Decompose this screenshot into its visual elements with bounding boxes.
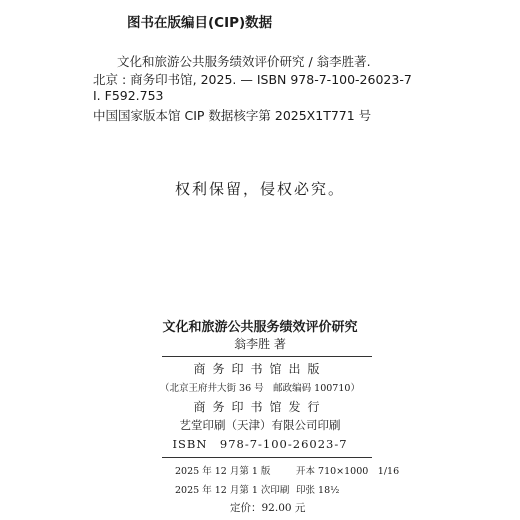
cip-publication-line: 北京 : 商务印书馆, 2025. — ISBN 978-7-100-26023-7	[93, 72, 412, 87]
cip-record-number-line: 中国国家版本馆 CIP 数据核字第 2025X1T771 号	[93, 108, 372, 123]
isbn-line: ISBN 978-7-100-26023-7	[172, 437, 348, 451]
publisher-line: 商务印书馆出版	[193, 362, 327, 376]
cip-title-line: 文化和旅游公共服务绩效评价研究 / 翁李胜著.	[117, 54, 371, 69]
printing-line: 2025 年 12 月第 1 次印刷	[175, 485, 290, 496]
cip-classification-line: Ⅰ. F592.753	[93, 88, 164, 103]
colophon-divider-top	[162, 356, 372, 357]
price-line: 定价：92.00 元	[230, 502, 306, 514]
cip-header: 图书在版编目(CIP)数据	[127, 15, 273, 31]
distributor-line: 商务印书馆发行	[193, 400, 327, 414]
colophon-divider-bottom	[162, 457, 372, 458]
edition-line: 2025 年 12 月第 1 版	[175, 466, 271, 477]
publisher-address: （北京王府井大街 36 号 邮政编码 100710）	[160, 383, 360, 394]
printer-line: 艺堂印刷（天津）有限公司印刷	[179, 418, 341, 432]
author-line: 翁李胜 著	[234, 337, 286, 351]
book-title: 文化和旅游公共服务绩效评价研究	[162, 320, 358, 335]
sheets-line: 印张 18½	[296, 485, 340, 496]
rights-notice: 权利保留，侵权必究。	[174, 180, 345, 198]
format-line: 开本 710×1000 1/16	[296, 466, 400, 477]
